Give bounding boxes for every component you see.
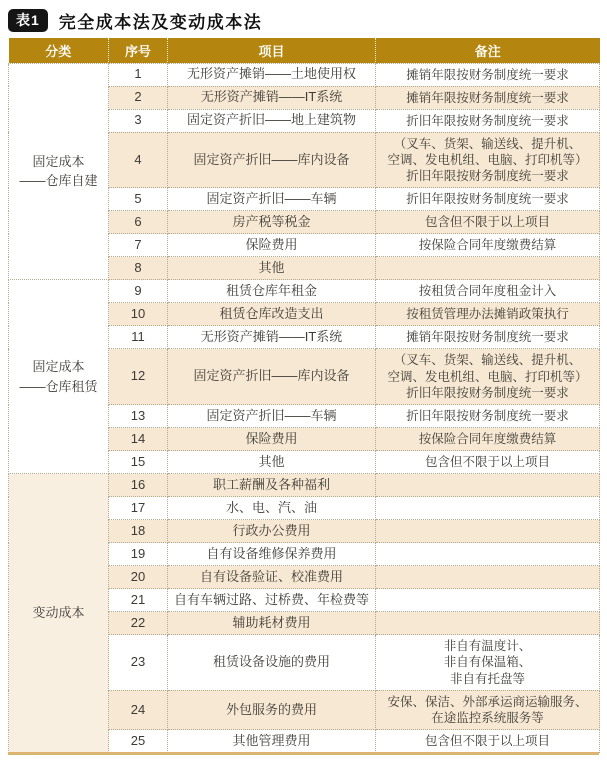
remark-cell: 包含但不限于以上项目 — [376, 451, 600, 474]
table-number-badge: 表1 — [8, 9, 48, 32]
item-cell: 租赁仓库改造支出 — [168, 303, 376, 326]
row-number-cell: 2 — [109, 86, 168, 109]
col-header-remark: 备注 — [376, 38, 600, 63]
item-cell: 辅助耗材费用 — [168, 612, 376, 635]
remark-cell: 安保、保洁、外部承运商运输服务、 在途监控系统服务等 — [376, 690, 600, 730]
item-cell: 其他 — [168, 257, 376, 280]
item-cell: 租赁设备设施的费用 — [168, 635, 376, 691]
table-row — [9, 474, 600, 497]
item-cell: 其他管理费用 — [168, 730, 376, 753]
table-caption — [8, 7, 599, 33]
remark-cell: （叉车、货架、输送线、提升机、 空调、发电机组、电脑、打印机等） 折旧年限按财务制度统一要求 — [376, 132, 600, 188]
row-number-cell: 1 — [109, 63, 168, 86]
col-header-number: 序号 — [109, 38, 168, 63]
row-number-cell: 11 — [109, 326, 168, 349]
item-cell: 水、电、汽、油 — [168, 497, 376, 520]
row-number-cell: 10 — [109, 303, 168, 326]
item-cell: 固定资产折旧——地上建筑物 — [168, 109, 376, 132]
item-cell: 无形资产摊销——IT系统 — [168, 86, 376, 109]
item-cell: 固定资产折旧——车辆 — [168, 188, 376, 211]
row-number-cell: 23 — [109, 635, 168, 691]
remark-cell — [376, 589, 600, 612]
header-row — [9, 38, 600, 63]
col-header-item: 项目 — [168, 38, 376, 63]
remark-cell: 按保险合同年度缴费结算 — [376, 428, 600, 451]
row-number-cell: 24 — [109, 690, 168, 730]
remark-cell: 摊销年限按财务制度统一要求 — [376, 326, 600, 349]
table-title: 完全成本法及变动成本法 — [58, 12, 263, 32]
row-number-cell: 20 — [109, 566, 168, 589]
item-cell: 自有设备维修保养费用 — [168, 543, 376, 566]
remark-cell: 折旧年限按财务制度统一要求 — [376, 109, 600, 132]
row-number-cell: 7 — [109, 234, 168, 257]
item-cell: 自有设备验证、校准费用 — [168, 566, 376, 589]
remark-cell — [376, 497, 600, 520]
remark-cell: 折旧年限按财务制度统一要求 — [376, 188, 600, 211]
remark-cell — [376, 566, 600, 589]
remark-cell: 包含但不限于以上项目 — [376, 730, 600, 753]
item-cell: 固定资产折旧——库内设备 — [168, 349, 376, 405]
remark-cell: （叉车、货架、输送线、提升机、 空调、发电机组、电脑、打印机等） 折旧年限按财务制度统一要求 — [376, 349, 600, 405]
table-row — [9, 63, 600, 86]
remark-cell — [376, 257, 600, 280]
item-cell: 职工薪酬及各种福利 — [168, 474, 376, 497]
row-number-cell: 6 — [109, 211, 168, 234]
category-cell: 变动成本 — [9, 474, 109, 753]
remark-cell — [376, 543, 600, 566]
col-header-category: 分类 — [9, 38, 109, 63]
table-row — [9, 280, 600, 303]
row-number-cell: 4 — [109, 132, 168, 188]
item-cell: 租赁仓库年租金 — [168, 280, 376, 303]
row-number-cell: 17 — [109, 497, 168, 520]
table-body — [9, 63, 600, 753]
item-cell: 保险费用 — [168, 428, 376, 451]
item-cell: 固定资产折旧——车辆 — [168, 405, 376, 428]
item-cell: 保险费用 — [168, 234, 376, 257]
remark-cell — [376, 612, 600, 635]
item-cell: 自有车辆过路、过桥费、年检费等 — [168, 589, 376, 612]
remark-cell: 包含但不限于以上项目 — [376, 211, 600, 234]
row-number-cell: 22 — [109, 612, 168, 635]
remark-cell — [376, 474, 600, 497]
remark-cell: 非自有温度计、 非自有保温箱、 非自有托盘等 — [376, 635, 600, 691]
category-cell: 固定成本 ——仓库自建 — [9, 63, 109, 280]
row-number-cell: 19 — [109, 543, 168, 566]
item-cell: 无形资产摊销——土地使用权 — [168, 63, 376, 86]
row-number-cell: 21 — [109, 589, 168, 612]
remark-cell: 按保险合同年度缴费结算 — [376, 234, 600, 257]
remark-cell: 摊销年限按财务制度统一要求 — [376, 86, 600, 109]
item-cell: 房产税等税金 — [168, 211, 376, 234]
item-cell: 无形资产摊销——IT系统 — [168, 326, 376, 349]
row-number-cell: 3 — [109, 109, 168, 132]
item-cell: 固定资产折旧——库内设备 — [168, 132, 376, 188]
row-number-cell: 8 — [109, 257, 168, 280]
row-number-cell: 16 — [109, 474, 168, 497]
row-number-cell: 12 — [109, 349, 168, 405]
remark-cell: 折旧年限按财务制度统一要求 — [376, 405, 600, 428]
category-cell: 固定成本 ——仓库租赁 — [9, 280, 109, 474]
bottom-rule — [8, 752, 599, 755]
remark-cell: 按租赁管理办法摊销政策执行 — [376, 303, 600, 326]
item-cell: 外包服务的费用 — [168, 690, 376, 730]
remark-cell: 摊销年限按财务制度统一要求 — [376, 63, 600, 86]
remark-cell: 按租赁合同年度租金计入 — [376, 280, 600, 303]
row-number-cell: 14 — [109, 428, 168, 451]
row-number-cell: 18 — [109, 520, 168, 543]
row-number-cell: 25 — [109, 730, 168, 753]
row-number-cell: 15 — [109, 451, 168, 474]
item-cell: 其他 — [168, 451, 376, 474]
row-number-cell: 5 — [109, 188, 168, 211]
remark-cell — [376, 520, 600, 543]
row-number-cell: 13 — [109, 405, 168, 428]
item-cell: 行政办公费用 — [168, 520, 376, 543]
cost-table — [8, 38, 600, 753]
row-number-cell: 9 — [109, 280, 168, 303]
